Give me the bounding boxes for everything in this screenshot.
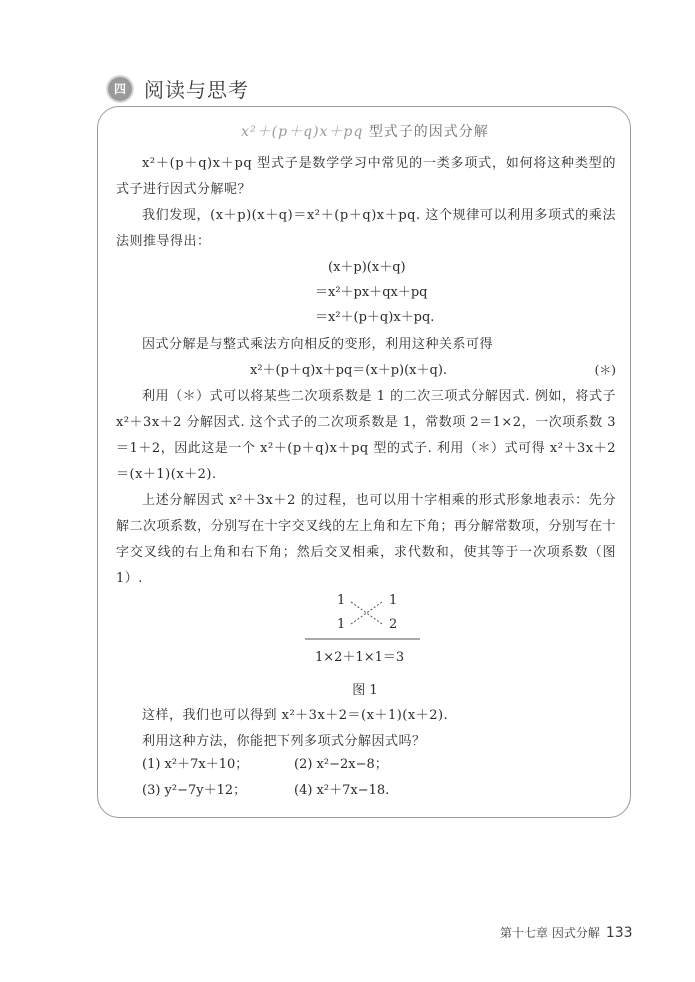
cross-bottom-right: 2 (389, 617, 398, 632)
paragraph-3: 因式分解是与整式乘法方向相反的变形，利用这种关系可得 (142, 337, 494, 352)
box-title-text: 型式子的因式分解 (368, 124, 489, 140)
figure-label: 图 1 (352, 683, 378, 698)
cross-top-right: 1 (389, 593, 398, 608)
equation-3: ＝x²＋(p＋q)x＋pq. (315, 310, 435, 325)
chapter-label: 第十七章 因式分解 (500, 926, 600, 940)
equation-4-mark: (＊) (594, 363, 616, 377)
equation-1: (x＋p)(x＋q) (328, 260, 406, 275)
reading-box (97, 106, 631, 818)
box-title-math: x²＋(p＋q)x＋pq (241, 124, 364, 140)
exercise-1: (1) x²＋7x＋10； (142, 757, 249, 772)
box-title (98, 121, 632, 141)
exercise-4: (4) x²＋7x−18. (294, 783, 390, 798)
section-title: 阅读与思考 (144, 78, 249, 102)
paragraph-5: 上述分解因式 x²＋3x＋2 的过程，也可以用十字相乘的形式形象地表示：先分解二次项系数，分别写在十字交叉线的左上角和左下角；再分解常数项，分别写在十字交叉线的右上角和右下角；然后交叉相乘，求代数和，使其等于一次项系数（图 1）. (116, 493, 616, 586)
page-footer (500, 924, 633, 941)
equation-2: ＝x²＋px＋qx＋pq (315, 285, 428, 300)
cross-result: 1×2＋1×1＝3 (315, 650, 405, 665)
paragraph-6: 这样，我们也可以得到 x²＋3x＋2＝(x＋1)(x＋2). (142, 708, 449, 723)
exercise-3: (3) y²−7y＋12； (142, 783, 247, 798)
equation-4: x²＋(p＋q)x＋pq＝(x＋p)(x＋q). (250, 363, 448, 378)
paragraph-1: x²＋(p＋q)x＋pq 型式子是数学学习中常见的一类多项式，如何将这种类型的式子进行因式分解呢？ (116, 156, 616, 197)
cross-multiplication-figure (305, 589, 420, 674)
page-number: 133 (605, 925, 633, 941)
section-badge: 四 (108, 77, 132, 101)
cross-top-left: 1 (337, 593, 346, 608)
paragraph-7: 利用这种方法，你能把下列多项式分解因式吗？ (142, 734, 426, 749)
paragraph-2: 我们发现，(x＋p)(x＋q)＝x²＋(p＋q)x＋pq. 这个规律可以利用多项式的乘法法则推导得出： (116, 208, 616, 249)
exercise-2: (2) x²−2x−8； (294, 757, 388, 772)
section-heading (108, 74, 249, 103)
cross-bottom-left: 1 (337, 617, 346, 632)
paragraph-4: 利用（＊）式可以将某些二次项系数是 1 的二次三项式分解因式. 例如，将式子 x²＋3x＋2 分解因式. 这个式子的二次项系数是 1，常数项 2＝1×2，一次项系数 3＝1＋2，因此这是一个 x²＋(p＋q)x＋pq 型的式子. 利用（＊）式可得 x²＋3x＋2＝(x＋1)(x＋2). (116, 389, 616, 482)
